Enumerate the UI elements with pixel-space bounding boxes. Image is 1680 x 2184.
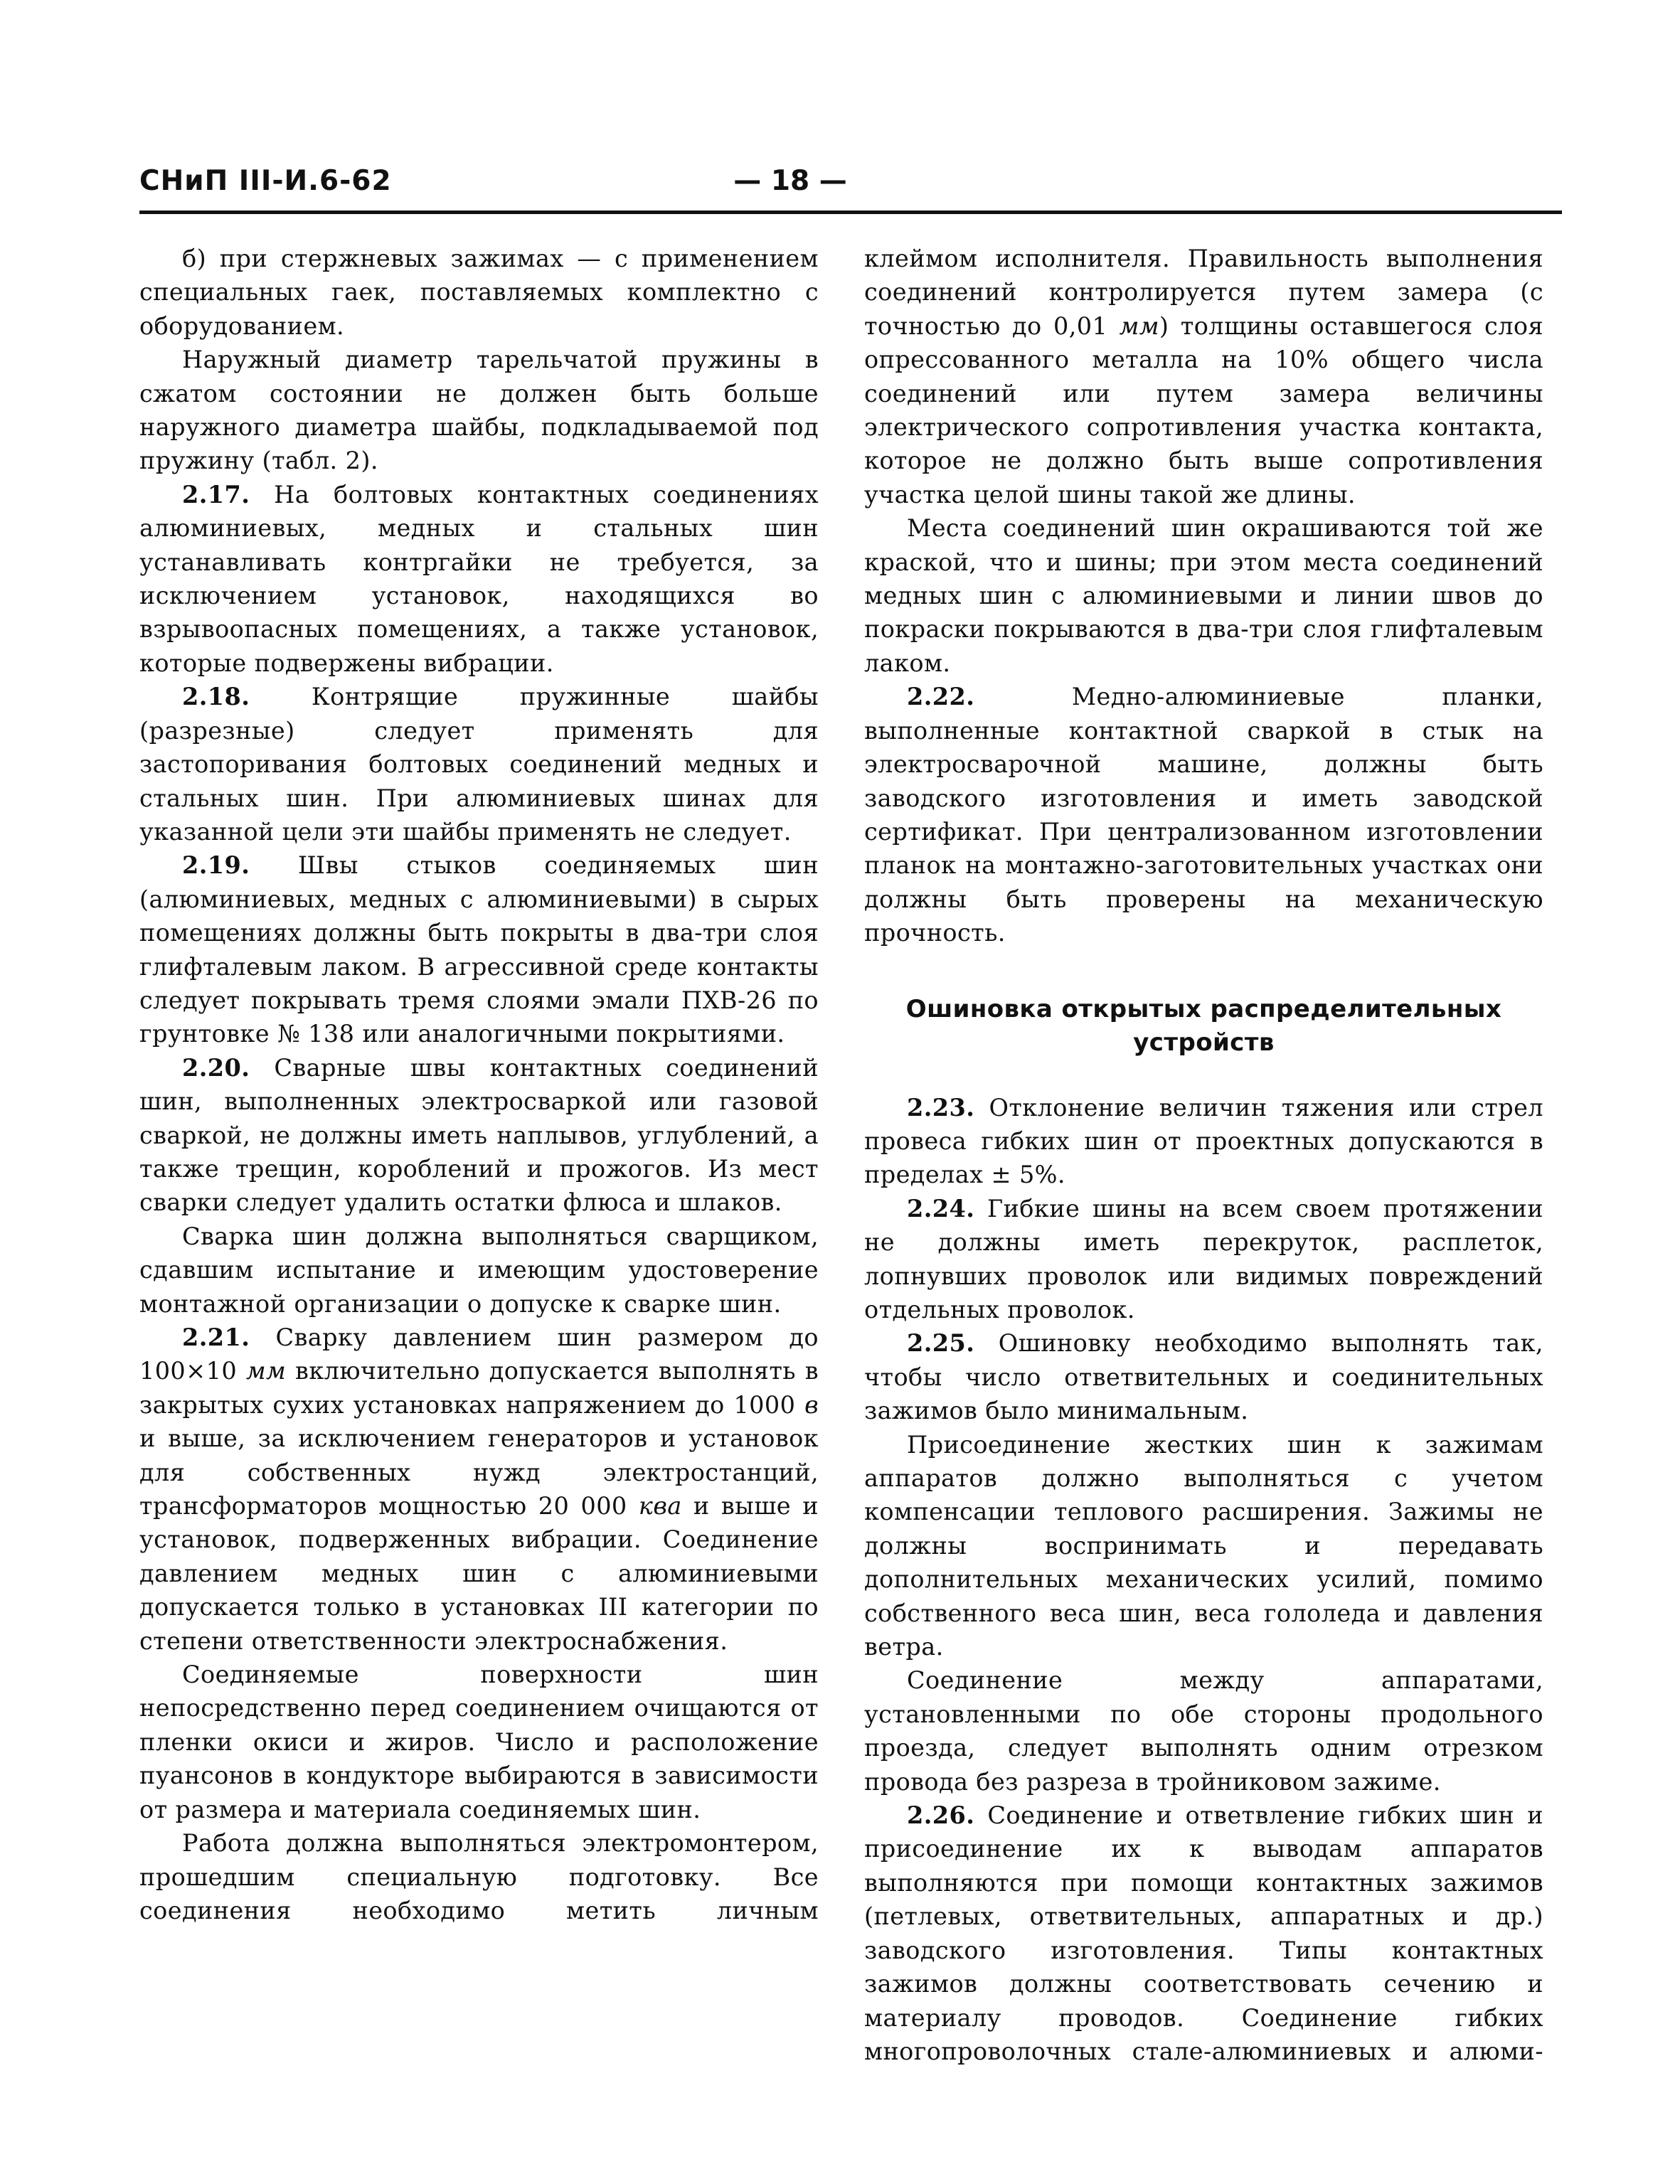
paragraph-text: Соединение между аппаратами, установленными по обе стороны продольного проезда, следует выполнять одним отрезком провода без разреза в тройниковом зажиме. — [864, 1666, 1543, 1796]
clause-number: 2.26. — [907, 1801, 975, 1830]
clause-number: 2.20. — [182, 1053, 250, 1082]
paragraph — [139, 1658, 819, 1826]
paragraph — [864, 1428, 1543, 1664]
paragraph-text: Сварка шин должна выполняться сварщиком, сдавшим испытание и имеющим удостоверение монтажной организации о допуске к сварке шин. — [139, 1222, 819, 1318]
clause-2-19 — [139, 848, 819, 1050]
clause-number: 2.24. — [907, 1194, 975, 1222]
paragraph-text: Места соединений шин окрашиваются той же краской, что и шины; при этом места соединений медных шин с алюминиевыми и линии швов до покраски покрываются в два-три слоя глифталевым лаком. — [864, 514, 1543, 677]
unit-text: ква — [638, 1492, 682, 1520]
paragraph-text: б) при стержневых зажимах — с применением специальных гаек, поставляемых комплектно с оборудованием. — [139, 245, 819, 340]
paragraph-text: Контрящие пружинные шайбы (разрезные) следует применять для застопоривания болтовых соединений медных и стальных шин. При алюминиевых шинах для указанной цели эти шайбы применять не следует. — [139, 683, 819, 846]
paragraph-text: Швы стыков соединяемых шин (алюминиевых, медных с алюминиевыми) в сырых помещениях должны быть покрыты в два-три слоя глифталевым лаком. В агрессивной среде контакты следует покрывать тремя слоями эмали ПХВ-26 по грунтовке № 138 или аналогичными покрытиями. — [139, 851, 819, 1048]
clause-number: 2.23. — [907, 1093, 975, 1122]
left-column — [139, 242, 819, 1927]
clause-2-24 — [864, 1192, 1543, 1327]
unit-text: мм — [245, 1357, 287, 1385]
paragraph-text: Соединение и ответвление гибких шин и присоединение их к выводам аппаратов выполняются при помощи контактных зажимов (петлевых, ответвительных, аппаратных и др.) заводского изготовления. Типы контактных зажимов должны соответствовать сечению и материалу проводов. Соединение гибких многопроволочных сталe-алюминиевых и алюми- — [864, 1801, 1543, 2065]
clause-2-25 — [864, 1326, 1543, 1427]
clause-number: 2.21. — [182, 1323, 250, 1351]
paragraph-text: ) толщины оставшегося слоя опрессованного металла на 10% общего числа соединений или путем замера величины электрического сопротивления участка контакта, которое не должно быть выше сопротивления участка целой шины такой же длины. — [864, 311, 1543, 508]
paragraph — [864, 1663, 1543, 1799]
paragraph-text: Сварку давлением шин размером до 100×10 — [139, 1323, 819, 1385]
paragraph — [139, 1826, 819, 1927]
paragraph-text: и выше, за исключением генераторов и установок для собственных нужд электростанций, трансформаторов мощностью 20 000 — [139, 1424, 819, 1520]
clause-2-26 — [864, 1799, 1543, 2068]
section-title: Ошиновка открытых распределительных устройств — [905, 994, 1502, 1057]
page-header — [139, 165, 1562, 208]
clause-2-17 — [139, 478, 819, 680]
paragraph-text: Работа должна выполняться электромонтером, прошедшим специальную подготовку. Все соединения необходимо метить личным — [139, 1829, 819, 1924]
paragraph-text: На болтовых контактных соединениях алюминиевых, медных и стальных шин устанавливать контргайки не требуется, за исключением установок, находящихся во взрывоопасных помещениях, а также установок, которые подвержены вибрации. — [139, 480, 819, 677]
clause-number: 2.18. — [182, 683, 250, 711]
paragraph-text: Соединяемые поверхности шин непосредственно перед соединением очищаются от пленки окиси и жиров. Число и расположение пуансонов в кондукторе выбираются в зависимости от размера и материала соединяемых шин. — [139, 1661, 819, 1823]
clause-number: 2.17. — [182, 480, 250, 508]
paragraph — [864, 242, 1543, 511]
paragraph-text: Гибкие шины на всем своем протяжении не должны иметь перекруток, расплеток, лопнувших проволок или видимых повреждений отдельных проволок. — [864, 1194, 1543, 1323]
clause-2-22 — [864, 680, 1543, 949]
paragraph — [139, 1220, 819, 1321]
clause-number: 2.22. — [907, 683, 975, 711]
clause-number: 2.19. — [182, 851, 250, 880]
paragraph-text: Медно-алюминиевые планки, выполненные контактной сваркой в стык на электросварочной машине, должны быть заводского изготовления и иметь заводской сертификат. При централизованном изготовлении планок на монтажно-заготовительных участках они должны быть проверены на механическую прочность. — [864, 683, 1543, 947]
paragraph-text: Ошиновку необходимо выполнять так, чтобы число ответвительных и соединительных зажимов было минимальным. — [864, 1329, 1543, 1425]
paragraph-text: Отклонение величин тяжения или стрел провеса гибких шин от проектных допускаются в пределах ± 5%. — [864, 1093, 1543, 1189]
clause-2-18 — [139, 680, 819, 848]
clause-number: 2.25. — [907, 1329, 975, 1358]
unit-text: мм — [1119, 311, 1159, 340]
paragraph-text: и выше и установок, подверженных вибрации. Соединение давлением медных шин с алюминиевыми допускается только в установках III категории по степени ответственности электроснабжения. — [139, 1492, 819, 1655]
clause-2-20 — [139, 1051, 819, 1220]
paragraph-text: Присоединение жестких шин к зажимам аппаратов должно выполняться с учетом компенсации теплового расширения. Зажимы не должны воспринимать и передавать дополнительных механических усилий, помимо собственного веса шин, веса гололеда и давления ветра. — [864, 1430, 1543, 1661]
clause-2-21 — [139, 1321, 819, 1658]
document-code: СНиП III-И.6-62 — [139, 165, 392, 197]
paragraph — [139, 343, 819, 478]
page-number: — 18 — — [733, 165, 847, 197]
paragraph-text: включительно допускается выполнять в закрытых сухих установках напряжением до 1000 — [139, 1357, 819, 1419]
clause-2-23 — [864, 1091, 1543, 1192]
paragraph — [139, 242, 819, 343]
header-rule — [139, 211, 1562, 214]
paragraph-text: клеймом исполнителя. Правильность выполнения соединений контролируется путем замера (с точностью до 0,01 — [864, 245, 1543, 340]
paragraph-text: Сварные швы контактных соединений шин, выполненных электросваркой или газовой сваркой, не должны иметь наплывов, углублений, а также трещин, короблений и прожогов. Из мест сварки следует удалить остатки флюса и шлаков. — [139, 1053, 819, 1217]
paragraph — [864, 511, 1543, 680]
paragraph-text: Наружный диаметр тарельчатой пружины в сжатом состоянии не должен быть больше наружного диаметра шайбы, подкладываемой под пружину (табл. 2). — [139, 346, 819, 475]
right-column — [864, 242, 1543, 2068]
unit-text: в — [804, 1390, 819, 1419]
